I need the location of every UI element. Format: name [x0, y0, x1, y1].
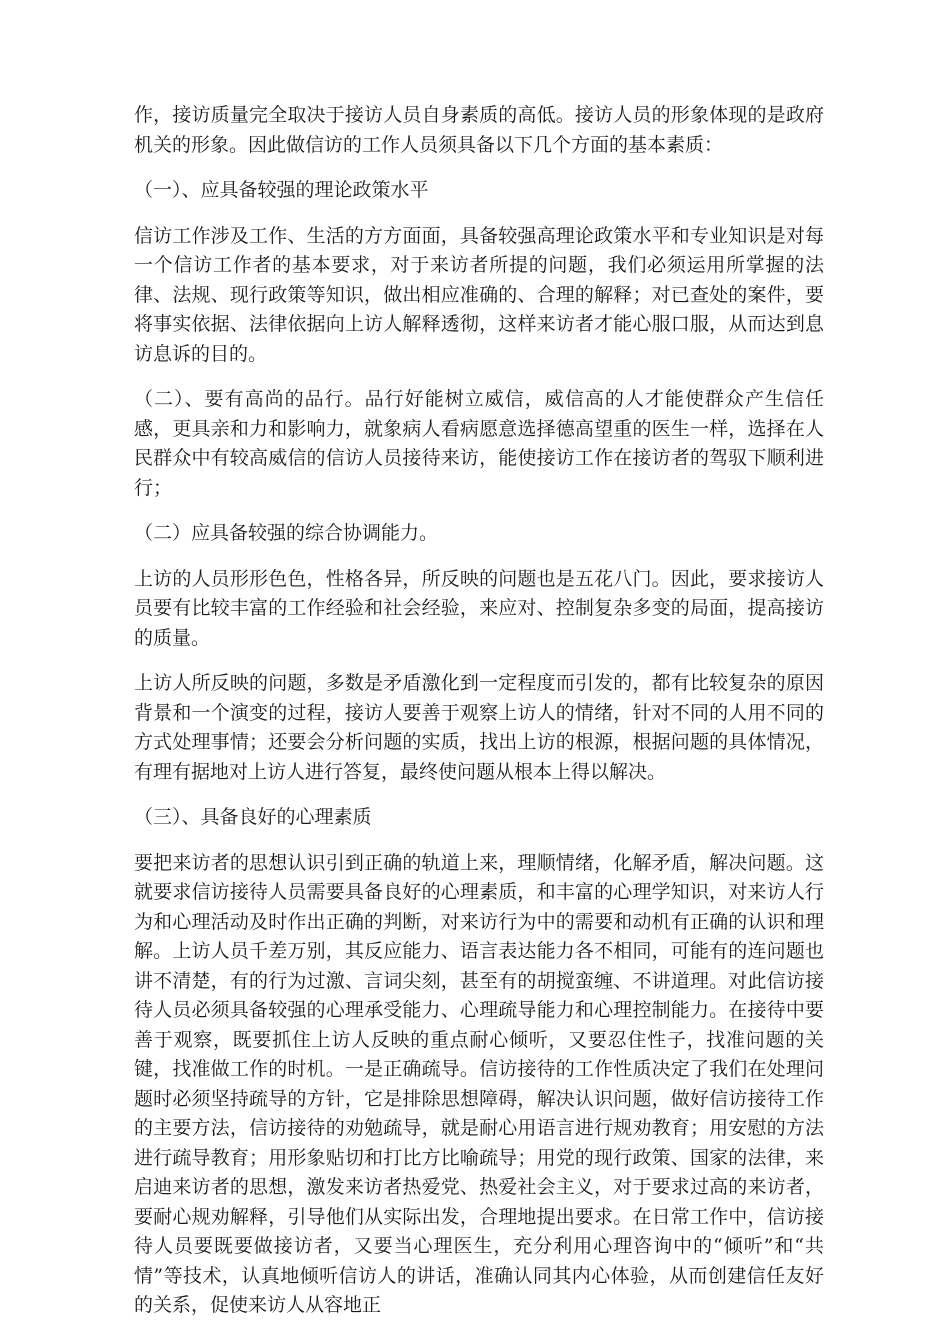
paragraph-intro: 作，接访质量完全取决于接访人员自身素质的高低。接访人员的形象体现的是政府机关的形象。因此做信访的工作人员须具备以下几个方面的基本素质：: [134, 104, 824, 156]
paragraph-coordination-1: 上访的人员形形色色，性格各异，所反映的问题也是五花八门。因此，要求接访人员要有比较丰富的工作经验和社会经验，来应对、控制复杂多变的局面，提高接访的质量。: [134, 567, 824, 649]
section-heading-psychology: （三）、具备良好的心理素质: [134, 806, 372, 828]
paragraph-psychology: 要把来访者的思想认识引到正确的轨道上来，理顺情绪，化解矛盾，解决问题。这就要求信访接待人员需要具备良好的心理素质，和丰富的心理学知识，对来访人行为和心理活动及时作出正确的判断，对来访行为中的需要和动机有正确的认识和理解。上访人员千差万别，其反应能力、语言表达能力各不相同，可能有的连问题也讲不清楚，有的行为过激、言词尖刻，甚至有的胡搅蛮缠、不讲道理。对此信访接待人员必须具备较强的心理承受能力、心理疏导能力和心理控制能力。在接待中要善于观察，既要抓住上访人反映的重点耐心倾听，又要忍住性子，找准问题的关键，找准做工作的时机。一是正确疏导。信访接待的工作性质决定了我们在处理问题时必须坚持疏导的方针，它是排除思想障碍，解决认识问题，做好信访接待工作的主要方法，信访接待的劝勉疏导，就是耐心用语言进行规劝教育；用安慰的方法进行疏导教育；用形象贴切和打比方比喻疏导；用党的现行政策、国家的法律，来启迪来访者的思想，激发来访者热爱党、热爱社会主义，对于要求过高的来访者，要耐心规劝解释，引导他们从实际出发，合理地提出要求。在日常工作中，信访接待人员要既要做接访者，又要当心理医生，充分利用心理咨询中的“倾听”和“共情”等技术，认真地倾听信访人的讲话，准确认同其内心体验，从而创建信任友好的关系，促使来访人从容地正: [134, 851, 824, 1316]
paragraph-theory-policy: 信访工作涉及工作、生活的方方面面，具备较强高理论政策水平和专业知识是对每一个信访工作者的基本要求，对于来访者所提的问题，我们必须运用所掌握的法律、法规、现行政策等知识，做出相应准确的、合理的解释；对已查处的案件，要将事实依据、法律依据向上访人解释透彻，这样来访者才能心服口服，从而达到息访息诉的目的。: [134, 224, 824, 365]
section-heading-coordination: （二）应具备较强的综合协调能力。: [134, 522, 439, 544]
paragraph-conduct: （二）、要有高尚的品行。品行好能树立威信，威信高的人才能使群众产生信任感，更具亲和力和影响力，就象病人看病愿意选择德高望重的医生一样，选择在人民群众中有较高威信的信访人员接待来访，能使接访工作在接访者的驾驭下顺利进行；: [134, 388, 824, 499]
paragraph-coordination-2: 上访人所反映的问题，多数是矛盾激化到一定程度而引发的，都有比较复杂的原因背景和一个演变的过程，接访人要善于观察上访人的情绪，针对不同的人用不同的方式处理事情；还要会分析问题的实质，找出上访的根源，根据问题的具体情况，有理有据地对上访人进行答复，最终使问题从根本上得以解决。: [134, 672, 824, 783]
document-body: [134, 101, 824, 1321]
section-heading-theory-policy: （一）、应具备较强的理论政策水平: [134, 179, 429, 201]
